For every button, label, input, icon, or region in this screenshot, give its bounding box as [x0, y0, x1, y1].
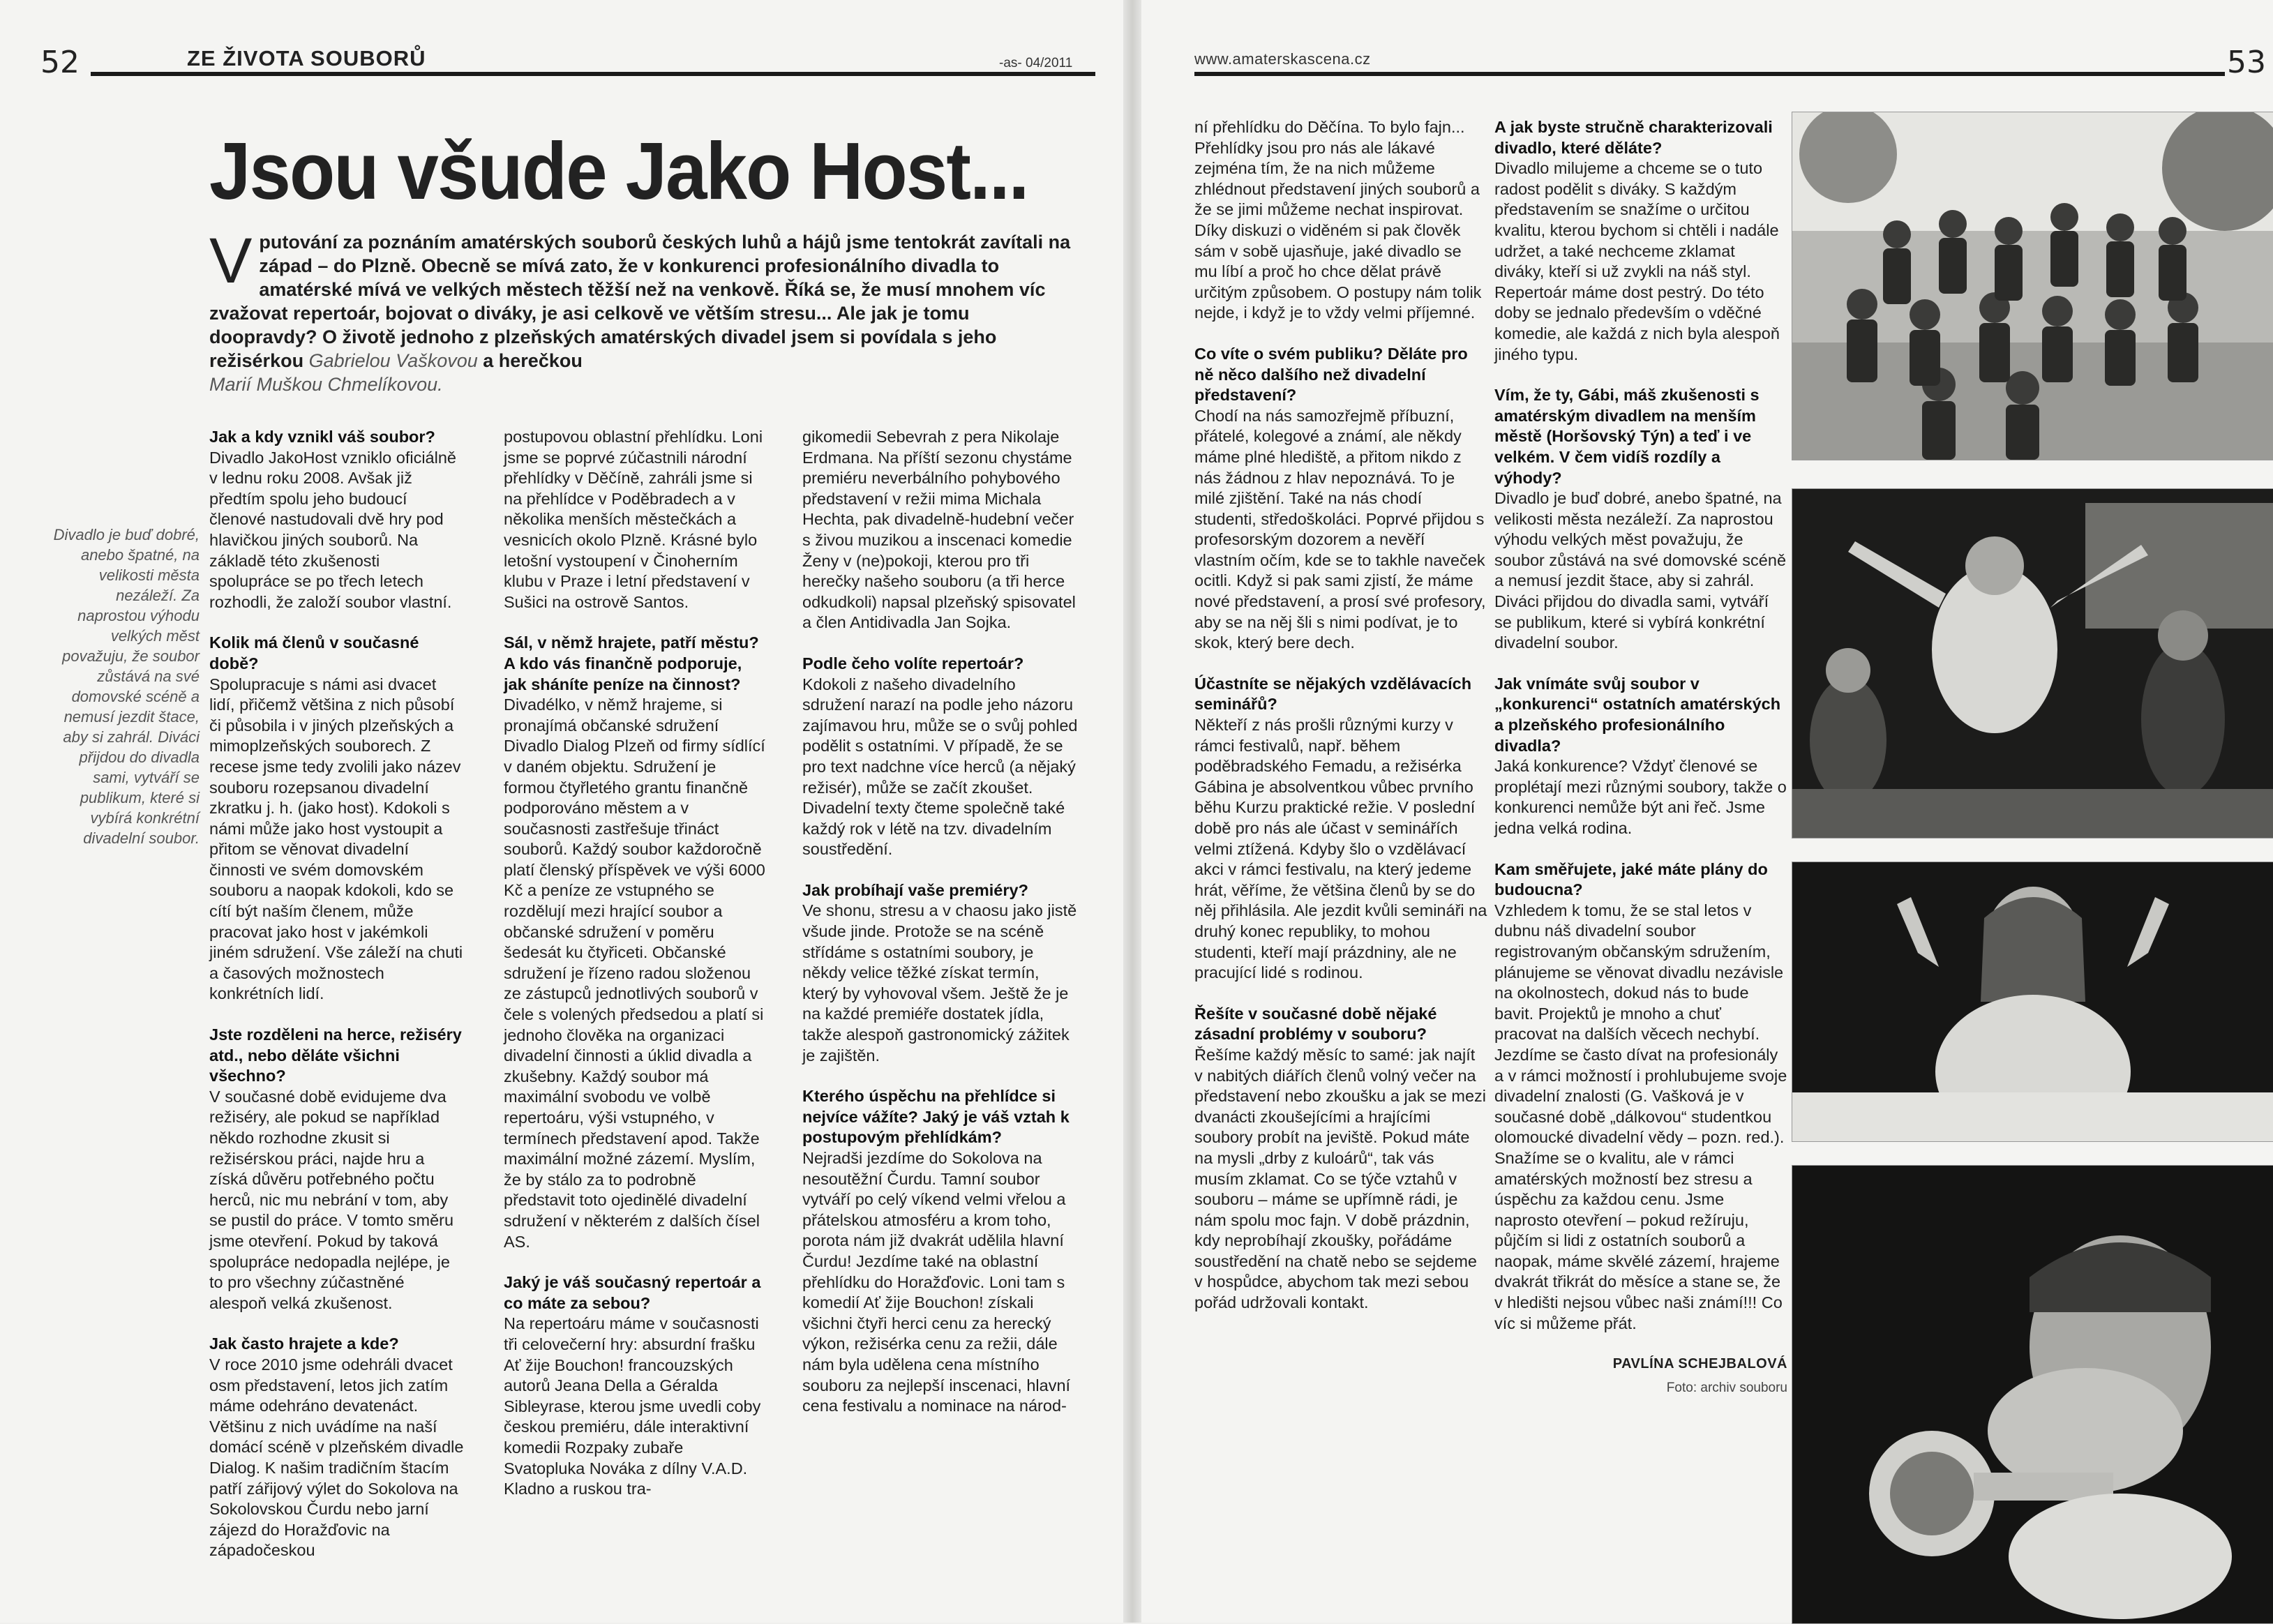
interview-answer: Někteří z nás prošli různými kurzy v rámci festivalů, např. během poděbradského Femadu, a režisérka Gábina je absolventkou vůbec prvního běhu Kurzu praktické režie. V poslední době pro nás ale účast v seminářích velmi ztížená. Kdyby šlo o vzdělávací akci v rámci festivalu, na který jedeme hrát, věříme, že většina členů by se do něj přihlásila. Ale jezdit kvůli semináři na druhý konec republiky, to mohou studenti, kteří mají prázdniny, ale ne pracující lidé s rodinou.	[1194, 716, 1487, 982]
qa-block	[209, 427, 464, 612]
page-number-left: 52	[40, 45, 80, 80]
photo-trumpet	[1792, 1165, 2273, 1624]
header-rule-right	[1194, 72, 2225, 76]
interview-question: Co víte o svém publiku? Děláte pro ně něco dalšího než divadelní představení?	[1194, 344, 1468, 405]
actress-image	[1792, 862, 2273, 1141]
interview-answer: Divadlo je buď dobré, anebo špatné, na velikosti města nezáleží. Za naprostou výhodu velkých měst považuju, že soubor zůstává na své domovské scéně a nemusí jezdit štace, aby si zahrál. Diváci přijdou do divadla sami, vytváří se publikum, které si vybírá konkrétní divadelní soubor.	[1494, 489, 1787, 652]
qa-block	[504, 427, 769, 612]
right-page	[1141, 0, 2273, 1623]
qa-block	[802, 427, 1078, 633]
interview-question: Vím, že ty, Gábi, máš zkušenosti s amatérským divadlem na menším městě (Horšovský Týn) a teď i ve velkém. V čem vidíš rozdíly a výhody?	[1494, 386, 1760, 487]
interview-answer: ní přehlídku do Děčína. To bylo fajn... Přehlídky jsou pro nás ale lákavé zejména tím, že na nich můžeme zhlédnout představení jiných souborů a že se jimi můžeme nechat inspirovat. Díky diskuzi o viděném si pak člověk sám v sobě ujasňuje, jaké divadlo se mu líbí a proč ho chce dělat právě určitým způsobem. O postupy nám tolik nejde, i když je to vždy velmi příjemné.	[1194, 118, 1482, 322]
interview-answer: Kdokoli z našeho divadelního sdružení narazí na podle jeho názoru zajímavou hru, může se o svůj pohled podělit s ostatními. V případě, že se pro text nadchne více herců (a nějaký režisér), může se začít zkoušet. Divadelní texty čteme společně také každý rok v létě na tzv. divadelním soustředění.	[802, 675, 1078, 859]
qa-block	[209, 633, 464, 1005]
interview-answer: Spolupracuje s námi asi dvacet lidí, přičemž většina z nich působí či působila i v jiných plzeňských a mimoplzeňských souborech. Z recese jsme tedy zvolili jako název souboru rozepsanou divadelní zkratku j. h. (jako host). Kdokoli s námi může jako host vystoupit a přitom se věnovat divadelní činnosti ve svém domovském souboru a naopak kdokoli, kdo se cítí být naším členem, může pracovat jako host v jakémkoli jiném sdružení. Vše záleží na chuti a časových možnostech konkrétních lidí.	[209, 675, 463, 1003]
qa-block	[1494, 385, 1787, 654]
interview-question: Sál, v němž hrajete, patří městu? A kdo vás finančně podporuje, jak sháníte peníze na činnost?	[504, 633, 759, 693]
interview-question: Účastníte se nějakých vzdělávacích seminářů?	[1194, 674, 1472, 714]
lead-name-director: Gabrielou Vaškovou	[308, 350, 478, 371]
interview-answer: Jaká konkurence? Vždyť členové se proplétají mezi různými soubory, takže o konkurenci nemůže být ani řeč. Jsme jedna velká rodina.	[1494, 757, 1787, 837]
left-page	[0, 0, 1123, 1623]
website-url: www.amaterskascena.cz	[1194, 50, 1371, 68]
issue-label: -as- 04/2011	[999, 56, 1073, 70]
qa-block	[209, 1334, 464, 1561]
interview-answer: Nejradši jezdíme do Sokolova na nesoutěžní Čurdu. Tamní soubor vytváří po celý víkend velmi vřelou a přátelskou atmosféru a krom toho, porota nám již dvakrát udělila hlavní Čurdu! Jezdíme také na oblastní přehlídku do Horažďovic. Loni tam s komedií Ať žije Bouchon! získali všichni čtyři herci cenu za herecký výkon, režisérka cenu za režii, dále nám byla udělena cena místního souboru za nejlepší inscenaci, hlavní cena festivalu a nominace na národ-	[802, 1149, 1071, 1415]
interview-question: Jak vnímáte svůj soubor v „konkurenci“ ostatních amatérských a plzeňského profesionálního divadla?	[1494, 674, 1781, 755]
interview-answer: V roce 2010 jsme odehráli dvacet osm představení, letos jich zatím máme odehráno devatenáct. Většinu z nich uvádíme na naší domácí scéně v plzeňském divadle Dialog. K našim tradičním štacím patří zářijový výlet do Sokolova na Sokolovskou Čurdu nebo jarní zájezd do Horažďovic na západočeskou	[209, 1355, 464, 1560]
photo-group	[1792, 112, 2273, 460]
qa-block	[1194, 344, 1487, 654]
photo-actress	[1792, 862, 2273, 1142]
interview-answer: postupovou oblastní přehlídku. Loni jsme se poprvé zúčastnili národní přehlídky v Děčíně, zahráli jsme si na přehlídce v Poděbradech a v několika menších městečkách a vesnicích okolo Plzně. Krásné bylo letošní vystoupení v Činoherním klubu v Praze i letní představení v Sušici na ostrově Santos.	[504, 428, 763, 611]
interview-question: Řešíte v současné době nějaké zásadní problémy v souboru?	[1194, 1004, 1437, 1044]
interview-answer: Řešíme každý měsíc to samé: jak najít v nabitých diářích členů volný večer na představení nebo zkoušku a jak se mezi dvanácti zkoušejícími a hrajícími soubory probít na jeviště. Pokud máte na mysli „drby z kuloárů“, tak vás musím zklamat. Co se týče vztahů v souboru – máme se upřímně rádi, je nám spolu moc fajn. V době prázdnin, kdy neprobíhají zkoušky, pořádáme soustředění na chatě nebo se sejdeme v hospůdce, abychom tak mezi sebou pořád udržovali kontakt.	[1194, 1045, 1487, 1312]
qa-block	[1194, 1004, 1487, 1314]
qa-block	[1494, 674, 1787, 839]
photo-credit: Foto: archiv souboru	[1666, 1380, 1787, 1395]
column-2	[504, 427, 769, 1520]
column-1	[209, 427, 464, 1581]
column-5	[1494, 117, 1787, 1398]
interview-question: Podle čeho volíte repertoár?	[802, 654, 1024, 672]
qa-block	[1194, 674, 1487, 984]
pull-quote: Divadlo je buď dobré, anebo špatné, na velikosti města nezáleží. Za naprostou výhodu velkých měst považuju, že soubor zůstává na své domovské scéně a nemusí jezdit štace, aby si zahrál. Diváci přijdou do divadla sami, vytváří se publikum, které si vybírá konkrétní divadelní soubor.	[53, 526, 200, 847]
qa-block	[1194, 117, 1487, 324]
lead-paragraph	[209, 225, 1071, 396]
trumpet-image	[1792, 1166, 2273, 1623]
photo-stage-scene	[1792, 488, 2273, 839]
byline: PAVLÍNA SCHEJBALOVÁ	[1612, 1356, 1787, 1372]
interview-question: Kolik má členů v současné době?	[209, 633, 419, 672]
lead-text: putování za poznáním amatérských souborů českých luhů a hájů jsme tentokrát zavítali na západ – do Plzně. Obecně se mívá zato, že v konkurenci profesionálního divadla to amatérské mívá ve velkých městech těžší než na venkově. Říká se, že musí mnohem víc zvažovat repertoár, bojovat o diváky, je asi celkově ve větším stresu... Ale jak je tomu doopravdy? O životě jednoho z plzeňských amatérských divadel jsem si povídala s jeho režisérkou	[209, 232, 1071, 371]
interview-question: Kam směřujete, jaké máte plány do budoucna?	[1494, 859, 1768, 899]
lead-name-actress: Marií Muškou Chmelíkovou.	[209, 374, 443, 395]
qa-block	[802, 880, 1078, 1066]
qa-block	[504, 1272, 769, 1500]
interview-question: Jak a kdy vznikl váš soubor?	[209, 428, 435, 446]
book-gutter	[1123, 0, 1141, 1623]
group-photo-image	[1792, 112, 2273, 460]
interview-question: Kterého úspěchu na přehlídce si nejvíce vážíte? Jaký je váš vztah k postupovým přehlídkám?	[802, 1087, 1070, 1147]
qa-block	[1494, 117, 1787, 365]
interview-answer: Divadélko, v němž hrajeme, si pronajímá občanské sdružení Divadlo Dialog Plzeň od firmy sídlící v daném objektu. Sdružení je formou čtyřletého grantu finančně podporováno městem a v současnosti zastřešuje třináct souborů. Každý soubor každoročně platí členský příspěvek ve výši 6000 Kč a peníze ze vstupného se rozdělují mezi hrající soubor a občanské sdružení v poměru šedesát ku čtyřiceti. Občanské sdružení je řízeno radou složenou ze zástupců jednotlivých souborů v čele s volených předsedou a platí si jednoho člověka na organizaci divadelní činnosti a úklid divadla a zkušebny. Každý soubor má maximální svobodu ve volbě repertoáru, výši vstupného, v termínech představení apod. Takže maximální možné zázemí. Myslím, že by stálo za to podrobně představit toto ojedinělé divadelní sdružení v některém z dalších čísel AS.	[504, 696, 765, 1251]
interview-answer: Chodí na nás samozřejmě příbuzní, přátelé, kolegové a známí, ale někdy máme plné hlediště, a přitom nikdo z nás žádnou z hlav nepoznává. To je milé zjištění. Také na nás chodí studenti, středoškoláci. Poprvé přijdou s profesorským dozorem a nevěří vlastním očím, kde se to takhle naveček ocitli. Když si pak sami zjistí, že máme nové představení, a prosí své profesory, aby se na něj šli s nimi podívat, je to skok, který bere dech.	[1194, 406, 1486, 652]
interview-answer: Ve shonu, stresu a v chaosu jako jistě všude jinde. Protože se na scéně střídáme s ostatními soubory, je někdy velice těžké získat termín, který by vyhovoval všem. Ještě že je na každé premiéře dostatek jídla, takže alespoň gastronomický zážitek je zajištěn.	[802, 901, 1077, 1065]
interview-question: Jak probíhají vaše premiéry?	[802, 880, 1028, 899]
page-number-right: 53	[2227, 45, 2266, 80]
interview-answer: Divadlo milujeme a chceme se o tuto radost podělit s diváky. S každým představením se snažíme o určitou kvalitu, kterou bychom si chtěli i nadále udržet, a také nechceme zklamat diváky, kteří si už zvykli na náš styl. Repertoár máme dost pestrý. Do této doby se jednalo především o vděčné komedie, ale každá z nich byla alespoň jiného typu.	[1494, 159, 1780, 363]
qa-block	[209, 1025, 464, 1314]
interview-question: Jak často hrajete a kde?	[209, 1334, 399, 1353]
stage-scene-image	[1792, 489, 2273, 838]
drop-cap: V	[209, 225, 253, 296]
interview-answer: Na repertoáru máme v současnosti tři celovečerní hry: absurdní frašku Ať žije Bouchon! francouzských autorů Jeana Della a Géralda Sibleyrase, kterou jsme uvedli coby českou premiéru, dále interaktivní komedii Rozpaky zubaře Svatopluka Nováka z dílny V.A.D. Kladno a ruskou tra-	[504, 1314, 761, 1498]
lead-conjunction: a herečkou	[483, 350, 583, 371]
article-title: Jsou všude Jako Host...	[209, 126, 1028, 216]
header-rule-left	[91, 72, 1095, 76]
interview-question: Jaký je váš současný repertoár a co máte za sebou?	[504, 1273, 761, 1312]
column-3	[802, 427, 1078, 1437]
interview-answer: gikomedii Sebevrah z pera Nikolaje Erdmana. Na příští sezonu chystáme premiéru neverbálního pohybového představení v režii mima Michala Hechta, pak divadelně-hudební večer s živou muzikou a inscenaci komedie Ženy v (ne)pokoji, kterou pro tři herečky našeho souboru (a tři herce odkudkoli) napsal plzeňský spisovatel a člen Antidivadla Jan Sojka.	[802, 428, 1076, 632]
column-4	[1194, 117, 1487, 1334]
interview-answer: Vzhledem k tomu, že se stal letos v dubnu náš divadelní soubor registrovaným občanským sdružením, plánujeme se věnovat divadlu nezávisle na okolnostech, dokud nás to bude bavit. Projektů je mnoho a chuť pracovat na dalších věcech nechybí. Jezdíme se často dívat na profesionály a v rámci možností i prohlubujeme svoje divadelní znalosti (G. Vašková je v současné době „dálkovou“ studentkou olomoucké divadelní vědy – pozn. red.). Snažíme se o kvalitu, ale v rámci amatérských možností bez stresu a úspěchu za každou cenu. Jsme naprosto otevření – pokud režíruju, půjčím si lidi z ostatních souborů a naopak, máme skvělé zázemí, hrajeme dvakrát třikrát do měsíce a stane se, že v hledišti nejsou vůbec naši známí!!! Co víc si můžeme přát.	[1494, 901, 1787, 1332]
qa-block	[802, 1086, 1078, 1417]
interview-question: Jste rozděleni na herce, režiséry atd., nebo děláte všichni všechno?	[209, 1025, 462, 1085]
interview-question: A jak byste stručně charakterizovali divadlo, které děláte?	[1494, 118, 1773, 157]
running-head: ZE ŽIVOTA SOUBORŮ	[187, 46, 426, 70]
qa-block	[802, 654, 1078, 860]
qa-block	[504, 633, 769, 1252]
interview-answer: V současné době evidujeme dva režiséry, ale pokud se například někdo rozhodne zkusit si režisérskou práci, najde hru a získá důvěru potřebného počtu herců, nic mu nebrání v tom, aby se pustil do práce. V tomto směru jsme otevření. Pokud by taková spolupráce nedopadla nejlépe, je to pro všechny zúčastněné alespoň velká zkušenost.	[209, 1087, 454, 1312]
interview-answer: Divadlo JakoHost vzniklo oficiálně v lednu roku 2008. Avšak již předtím spolu jeho budoucí členové nastudovali dvě hry pod hlavičkou jiných souborů. Na základě této zkušenosti spolupráce se po třech letech rozhodli, že založí soubor vlastní.	[209, 448, 456, 611]
qa-block	[1494, 859, 1787, 1334]
